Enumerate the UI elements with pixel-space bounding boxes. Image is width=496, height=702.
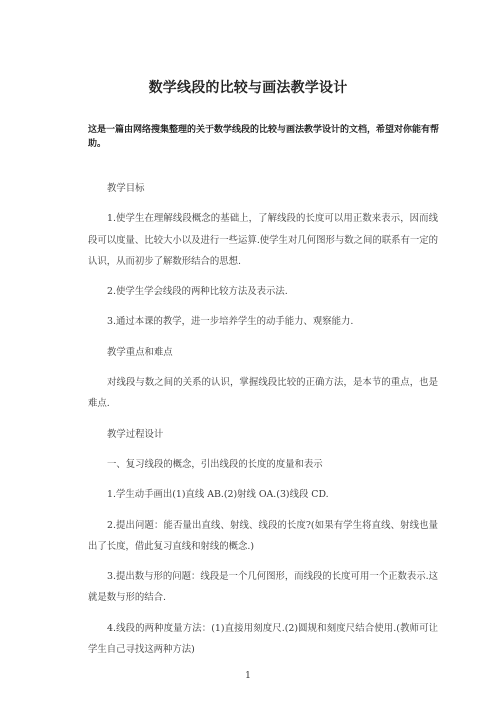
paragraph-objective-1: 1.使学生在理解线段概念的基础上，了解线段的长度可以用正数来表示，因而线段可以度量、比较大小以及进行一些运算.使学生对几何图形与数之间的联系有一定的认识，从而初步了解数形结合的思想. bbox=[88, 213, 438, 267]
paragraph-review-heading: 一、复习线段的概念，引出线段的长度的度量和表示 bbox=[107, 458, 323, 470]
paragraph-step-2: 2.提出问题：能否量出直线、射线、线段的长度?(如果有学生将直线、射线也量出了长度，借此复习直线和射线的概念.) bbox=[88, 519, 438, 552]
document-title: 数学线段的比较与画法教学设计 bbox=[148, 80, 348, 96]
section-heading-process: 教学过程设计 bbox=[107, 428, 164, 440]
paragraph-step-1: 1.学生动手画出(1)直线 AB.(2)射线 OA.(3)线段 CD. bbox=[107, 489, 329, 501]
paragraph-step-4: 4.线段的两种度量方法：(1)直接用刻度尺.(2)圆规和刻度尺结合使用.(教师可让学生自己寻找这两种方法) bbox=[88, 622, 438, 656]
paragraph-step-3: 3.提出数与形的问题：线段是一个几何图形，而线段的长度可用一个正数表示.这就是数与形的结合. bbox=[88, 571, 438, 604]
paragraph-objective-3: 3.通过本课的教学，进一步培养学生的动手能力、观察能力. bbox=[107, 316, 354, 328]
document-summary: 这是一篇由网络搜集整理的关于数学线段的比较与画法教学设计的文档，希望对你能有帮助。 bbox=[88, 125, 440, 149]
document-body bbox=[88, 178, 438, 669]
page-number: 1 bbox=[245, 671, 251, 681]
section-heading-objectives: 教学目标 bbox=[107, 183, 145, 194]
section-heading-key-points: 教学重点和难点 bbox=[107, 346, 173, 358]
paragraph-key-points: 对线段与数之间的关系的认识，掌握线段比较的正确方法，是本节的重点，也是难点. bbox=[88, 377, 438, 410]
paragraph-objective-2: 2.使学生学会线段的两种比较方法及表示法. bbox=[107, 286, 288, 298]
